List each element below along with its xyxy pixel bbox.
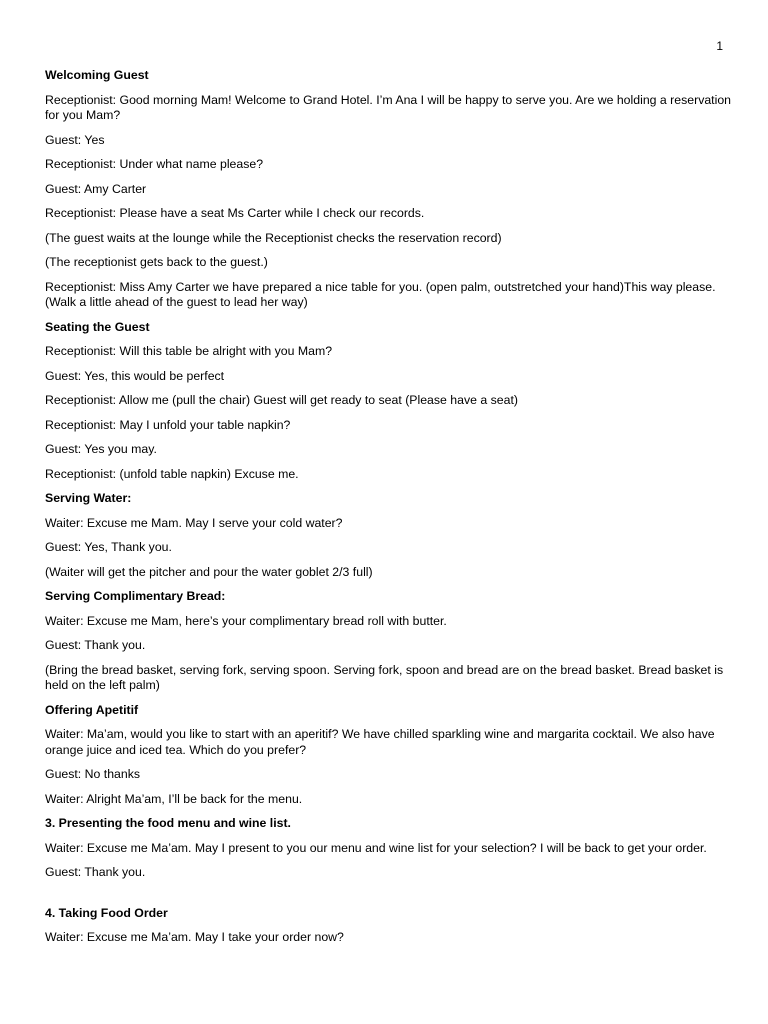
- dialogue-line: Receptionist: Will this table be alright with you Mam?: [45, 344, 333, 358]
- dialogue-line: Guest: Yes you may.: [45, 442, 157, 456]
- dialogue-line: Waiter: Ma’am, would you like to start with an aperitif? We have chilled sparkling wine and margarita cocktail. We also have orange juice and iced tea. Which do you prefer?: [45, 727, 715, 757]
- section-heading: Serving Water:: [45, 491, 132, 505]
- dialogue-line: Receptionist: Miss Amy Carter we have prepared a nice table for you. (open palm, outstretched your hand)This way please. (Walk a little ahead of the guest to lead her way): [45, 279, 716, 309]
- dialogue-line: Waiter: Excuse me Mam, here’s your complimentary bread roll with butter.: [45, 613, 447, 628]
- dialogue-line: Receptionist: Please have a seat Ms Carter while I check our records.: [45, 206, 425, 220]
- dialogue-line: Guest: Thank you.: [45, 638, 146, 652]
- dialogue-line: Receptionist: Under what name please?: [45, 157, 264, 171]
- dialogue-line: (The guest waits at the lounge while the Receptionist checks the reservation record): [45, 230, 502, 245]
- dialogue-line: Receptionist: May I unfold your table napkin?: [45, 417, 291, 432]
- section-heading: 4. Taking Food Order: [45, 905, 168, 920]
- dialogue-line: (Bring the bread basket, serving fork, serving spoon. Serving fork, spoon and bread are on the bread basket. Bread basket is held on the left palm): [45, 662, 724, 692]
- dialogue-line: Waiter: Excuse me Ma’am. May I take your order now?: [45, 930, 344, 944]
- dialogue-line: Guest: Yes, Thank you.: [45, 540, 172, 554]
- dialogue-line: Receptionist: (unfold table napkin) Excuse me.: [45, 466, 299, 481]
- dialogue-line: Guest: Amy Carter: [45, 181, 147, 196]
- section-heading: Offering Apetitif: [45, 702, 139, 717]
- document-body: [45, 68, 735, 955]
- section-heading: Seating the Guest: [45, 319, 150, 334]
- dialogue-line: (Waiter will get the pitcher and pour the water goblet 2/3 full): [45, 564, 373, 579]
- dialogue-line: Receptionist: Allow me (pull the chair) Guest will get ready to seat (Please have a seat): [45, 393, 518, 407]
- dialogue-line: Guest: No thanks: [45, 767, 141, 781]
- dialogue-line: Waiter: Excuse me Ma’am. May I present to you our menu and wine list for your selection? I will be back to get your order.: [45, 840, 707, 855]
- page-number: 1: [716, 39, 723, 53]
- section-heading: Serving Complimentary Bread:: [45, 589, 226, 603]
- dialogue-line: (The receptionist gets back to the guest.): [45, 255, 268, 269]
- dialogue-line: Waiter: Alright Ma’am, I’ll be back for the menu.: [45, 791, 303, 806]
- section-heading: Welcoming Guest: [45, 68, 149, 82]
- dialogue-line: Guest: Yes, this would be perfect: [45, 368, 225, 383]
- section-heading: 3. Presenting the food menu and wine list.: [45, 816, 291, 830]
- dialogue-line: Guest: Thank you.: [45, 865, 146, 879]
- dialogue-line: Waiter: Excuse me Mam. May I serve your cold water?: [45, 515, 343, 530]
- dialogue-line: Guest: Yes: [45, 132, 105, 147]
- dialogue-line: Receptionist: Good morning Mam! Welcome to Grand Hotel. I’m Ana I will be happy to serve you. Are we holding a reservation for you Mam?: [45, 92, 732, 122]
